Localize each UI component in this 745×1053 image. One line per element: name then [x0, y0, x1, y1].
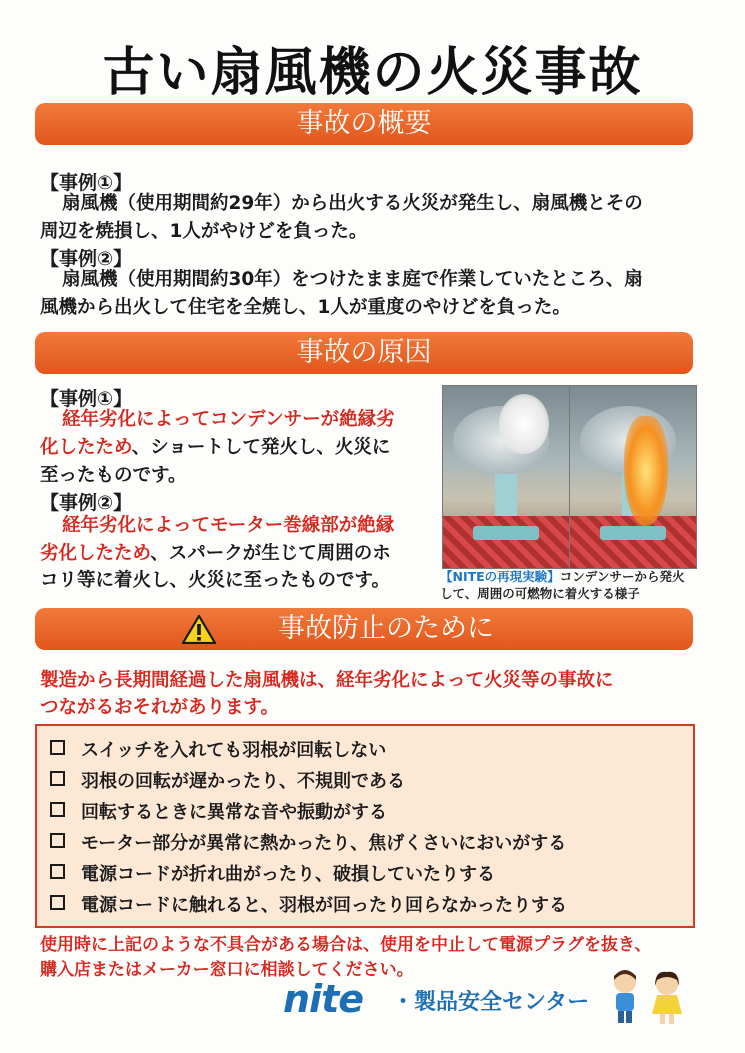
overview-banner: 事故の概要: [35, 103, 693, 145]
cause-case2-label: 【事例②】: [40, 492, 133, 514]
cause-case2-red-line2: 劣化したため: [40, 543, 151, 564]
cause-case2-red-line1: 経年劣化によってモーター巻線部が絶縁: [62, 515, 395, 536]
overview-case2-line2: 風機から出火して住宅を全焼し、1人が重度のやけどを負った。: [40, 297, 571, 318]
cause-case2-line2: [40, 540, 391, 568]
cause-case1-red-line2: 化したため: [40, 437, 132, 458]
cause-case2-black-line2: 、スパークが生じて周囲のホ: [150, 543, 391, 564]
cause-case2-line3: コリ等に着火し、火災に至ったものです。: [40, 570, 391, 591]
photo-caption: [440, 568, 700, 602]
checklist-text: 回転するときに異常な音や振動がする: [81, 802, 387, 823]
overview-case2-label: 【事例②】: [40, 248, 133, 270]
cushion: [443, 516, 569, 568]
prevention-heading: 事故防止のために: [278, 613, 494, 644]
advice-line2: 購入店またはメーカー窓口に相談してください。: [40, 960, 414, 980]
overview-case1-line2: 周辺を焼損し、1人がやけどを負った。: [40, 221, 368, 242]
overview-case1-line1: 扇風機（使用期間約29年）から出火する火災が発生し、扇風機とその: [62, 193, 643, 214]
caption-line1: コンデンサーから発火: [559, 569, 685, 584]
checkbox-icon: [50, 740, 65, 755]
girl-mascot-icon: [647, 970, 687, 1026]
checklist-item: [50, 767, 405, 793]
flame: [624, 416, 668, 526]
checklist-item: [50, 829, 566, 855]
checklist-text: 電源コードに触れると、羽根が回ったり回らなかったりする: [81, 895, 567, 916]
page-title: 古い扇風機の火災事故: [102, 43, 643, 103]
checkbox-icon: [50, 771, 65, 786]
prevention-banner: [35, 608, 693, 650]
checklist-text: 電源コードが折れ曲がったり、破損していたりする: [81, 864, 495, 885]
checkbox-icon: [50, 864, 65, 879]
checklist-item: [50, 860, 495, 886]
warning-icon: [182, 614, 216, 644]
checklist-item: [50, 736, 386, 762]
cause-case1-red-line1: 経年劣化によってコンデンサーが絶縁劣: [62, 409, 395, 430]
checklist-text: スイッチを入れても羽根が回転しない: [81, 740, 387, 761]
fan-base: [473, 526, 539, 540]
caption-line2: して、周囲の可燃物に着火する様子: [440, 586, 640, 601]
nite-org-name: ・製品安全センター: [392, 990, 590, 1015]
boy-mascot-icon: [605, 968, 645, 1026]
checkbox-icon: [50, 802, 65, 817]
cause-case1-line2: [40, 434, 390, 462]
experiment-photo-fire: [569, 385, 697, 569]
cushion: [570, 516, 696, 568]
overview-case2-line1: 扇風機（使用期間約30年）をつけたまま庭で作業していたところ、扇: [62, 269, 643, 290]
nite-logo: nite: [283, 977, 364, 1021]
cause-case1-label: 【事例①】: [40, 388, 133, 410]
advice-line1: 使用時に上記のような不具合がある場合は、使用を中止して電源プラグを抜き、: [40, 935, 652, 955]
experiment-photo-smoke: [442, 385, 570, 569]
checkbox-icon: [50, 895, 65, 910]
prevention-intro-line2: つながるおそれがあります。: [40, 697, 280, 718]
checklist-text: 羽根の回転が遅かったり、不規則である: [81, 771, 405, 792]
checklist-item: [50, 798, 387, 824]
overview-case1-label: 【事例①】: [40, 172, 133, 194]
cause-banner: 事故の原因: [35, 332, 693, 374]
checklist-text: モーター部分が異常に熱かったり、焦げくさいにおいがする: [81, 833, 567, 854]
checklist-item: [50, 891, 567, 917]
cause-case1-black-line2: 、ショートして発火し、火災に: [131, 437, 391, 458]
checkbox-icon: [50, 833, 65, 848]
cause-case1-line3: 至ったものです。: [40, 465, 187, 486]
prevention-intro-line1: 製造から長期間経過した扇風機は、経年劣化によって火災等の事故に: [40, 670, 614, 691]
fan-base: [600, 526, 666, 540]
caption-tag: 【NITEの再現実験】: [440, 569, 560, 584]
smoke: [499, 394, 549, 454]
